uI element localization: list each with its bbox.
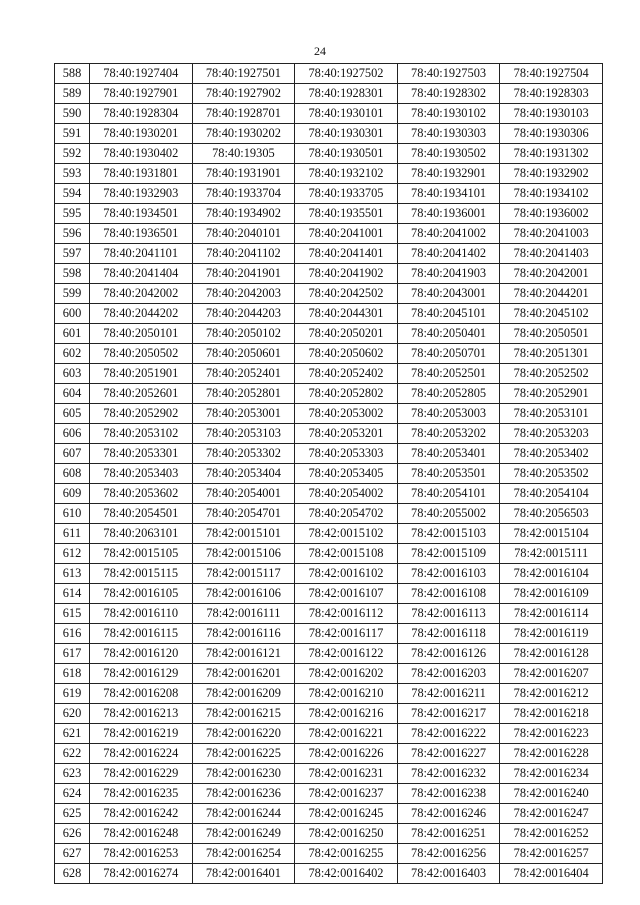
table-row	[55, 404, 603, 424]
row-number-cell: 609	[55, 484, 90, 504]
cadastral-number-cell: 78:42:0016207	[500, 664, 603, 684]
cadastral-number-cell: 78:40:2053103	[192, 424, 295, 444]
row-number-cell: 623	[55, 764, 90, 784]
cadastral-number-cell: 78:40:1935501	[295, 204, 398, 224]
cadastral-number-cell: 78:42:0016102	[295, 564, 398, 584]
cadastral-number-cell: 78:40:2052401	[192, 364, 295, 384]
table-row	[55, 844, 603, 864]
cadastral-number-cell: 78:42:0016237	[295, 784, 398, 804]
cadastral-number-cell: 78:40:1931302	[500, 144, 603, 164]
cadastral-number-cell: 78:42:0016235	[90, 784, 193, 804]
cadastral-number-cell: 78:40:2041102	[192, 244, 295, 264]
cadastral-number-cell: 78:40:1934101	[397, 184, 500, 204]
table-row	[55, 624, 603, 644]
row-number-cell: 596	[55, 224, 90, 244]
table-row	[55, 284, 603, 304]
cadastral-number-cell: 78:42:0015102	[295, 524, 398, 544]
cadastral-number-cell: 78:42:0015104	[500, 524, 603, 544]
cadastral-number-cell: 78:40:2045101	[397, 304, 500, 324]
cadastral-number-cell: 78:42:0016122	[295, 644, 398, 664]
page-number: 24	[314, 44, 326, 58]
cadastral-number-cell: 78:40:2054702	[295, 504, 398, 524]
cadastral-number-cell: 78:40:2052402	[295, 364, 398, 384]
cadastral-number-cell: 78:42:0016255	[295, 844, 398, 864]
cadastral-number-cell: 78:42:0016403	[397, 864, 500, 884]
cadastral-number-cell: 78:40:1930301	[295, 124, 398, 144]
cadastral-number-cell: 78:40:2044201	[500, 284, 603, 304]
cadastral-number-cell: 78:42:0016402	[295, 864, 398, 884]
cadastral-number-cell: 78:42:0016106	[192, 584, 295, 604]
row-number-cell: 617	[55, 644, 90, 664]
cadastral-number-cell: 78:42:0016246	[397, 804, 500, 824]
cadastral-number-cell: 78:40:2041404	[90, 264, 193, 284]
cadastral-number-cell: 78:42:0016129	[90, 664, 193, 684]
cadastral-number-cell: 78:40:1933704	[192, 184, 295, 204]
cadastral-number-cell: 78:40:1936002	[500, 204, 603, 224]
cadastral-number-cell: 78:40:2052902	[90, 404, 193, 424]
cadastral-number-cell: 78:40:2041401	[295, 244, 398, 264]
cadastral-number-cell: 78:42:0016274	[90, 864, 193, 884]
cadastral-number-cell: 78:40:1927502	[295, 64, 398, 84]
cadastral-number-cell: 78:40:1930101	[295, 104, 398, 124]
table-row	[55, 824, 603, 844]
cadastral-number-cell: 78:42:0016109	[500, 584, 603, 604]
cadastral-number-cell: 78:42:0015101	[192, 524, 295, 544]
cadastral-number-cell: 78:42:0016208	[90, 684, 193, 704]
row-number-cell: 600	[55, 304, 90, 324]
cadastral-number-cell: 78:40:2054104	[500, 484, 603, 504]
cadastral-number-cell: 78:42:0016401	[192, 864, 295, 884]
table-row	[55, 704, 603, 724]
cadastral-number-cell: 78:42:0016228	[500, 744, 603, 764]
cadastral-number-cell: 78:40:2053301	[90, 444, 193, 464]
row-number-cell: 606	[55, 424, 90, 444]
cadastral-number-cell: 78:40:2054001	[192, 484, 295, 504]
cadastral-number-cell: 78:40:2053602	[90, 484, 193, 504]
table-row	[55, 804, 603, 824]
cadastral-number-cell: 78:42:0016222	[397, 724, 500, 744]
cadastral-number-cell: 78:42:0016217	[397, 704, 500, 724]
cadastral-number-cell: 78:42:0015117	[192, 564, 295, 584]
cadastral-number-cell: 78:42:0016120	[90, 644, 193, 664]
cadastral-number-cell: 78:40:2041002	[397, 224, 500, 244]
cadastral-number-cell: 78:40:1932102	[295, 164, 398, 184]
row-number-cell: 608	[55, 464, 90, 484]
cadastral-number-cell: 78:40:2052805	[397, 384, 500, 404]
cadastral-number-cell: 78:40:2041003	[500, 224, 603, 244]
cadastral-number-cell: 78:40:2042002	[90, 284, 193, 304]
cadastral-number-cell: 78:42:0016126	[397, 644, 500, 664]
table-row	[55, 684, 603, 704]
row-number-cell: 613	[55, 564, 90, 584]
table-row	[55, 344, 603, 364]
cadastral-number-cell: 78:42:0016218	[500, 704, 603, 724]
cadastral-number-cell: 78:40:1927503	[397, 64, 500, 84]
table-row	[55, 464, 603, 484]
cadastral-number-cell: 78:40:1930402	[90, 144, 193, 164]
cadastral-number-cell: 78:40:2053403	[90, 464, 193, 484]
cadastral-number-cell: 78:42:0016240	[500, 784, 603, 804]
cadastral-number-cell: 78:40:2050602	[295, 344, 398, 364]
cadastral-number-cell: 78:40:1930202	[192, 124, 295, 144]
table-row	[55, 204, 603, 224]
cadastral-number-cell: 78:42:0016244	[192, 804, 295, 824]
table-row	[55, 444, 603, 464]
cadastral-number-cell: 78:40:2053402	[500, 444, 603, 464]
cadastral-number-cell: 78:42:0015106	[192, 544, 295, 564]
cadastral-number-cell: 78:42:0016107	[295, 584, 398, 604]
cadastral-number-cell: 78:42:0016238	[397, 784, 500, 804]
cadastral-number-cell: 78:40:2043001	[397, 284, 500, 304]
cadastral-number-cell: 78:40:1930103	[500, 104, 603, 124]
cadastral-numbers-table	[54, 63, 603, 884]
cadastral-number-cell: 78:42:0016111	[192, 604, 295, 624]
cadastral-number-cell: 78:40:1928301	[295, 84, 398, 104]
cadastral-number-cell: 78:40:2053404	[192, 464, 295, 484]
cadastral-number-cell: 78:42:0016115	[90, 624, 193, 644]
cadastral-number-cell: 78:40:19305	[192, 144, 295, 164]
cadastral-number-cell: 78:40:1930102	[397, 104, 500, 124]
cadastral-number-cell: 78:40:1931801	[90, 164, 193, 184]
table-row	[55, 264, 603, 284]
cadastral-number-cell: 78:42:0016253	[90, 844, 193, 864]
cadastral-number-cell: 78:40:1928701	[192, 104, 295, 124]
cadastral-number-cell: 78:40:2052601	[90, 384, 193, 404]
cadastral-number-cell: 78:40:1930303	[397, 124, 500, 144]
cadastral-number-cell: 78:42:0016211	[397, 684, 500, 704]
cadastral-number-cell: 78:40:2053102	[90, 424, 193, 444]
cadastral-number-cell: 78:40:2040101	[192, 224, 295, 244]
cadastral-number-cell: 78:40:1928304	[90, 104, 193, 124]
cadastral-number-cell: 78:40:2052802	[295, 384, 398, 404]
table-row	[55, 484, 603, 504]
table-row	[55, 364, 603, 384]
cadastral-number-cell: 78:40:2052501	[397, 364, 500, 384]
cadastral-number-cell: 78:40:2053303	[295, 444, 398, 464]
cadastral-number-cell: 78:42:0016112	[295, 604, 398, 624]
cadastral-number-cell: 78:42:0016219	[90, 724, 193, 744]
cadastral-number-cell: 78:42:0016224	[90, 744, 193, 764]
table-row	[55, 664, 603, 684]
cadastral-number-cell: 78:42:0016103	[397, 564, 500, 584]
cadastral-number-cell: 78:40:1932903	[90, 184, 193, 204]
cadastral-number-cell: 78:42:0016203	[397, 664, 500, 684]
cadastral-number-cell: 78:42:0016249	[192, 824, 295, 844]
cadastral-number-cell: 78:40:1930501	[295, 144, 398, 164]
cadastral-number-cell: 78:40:2053203	[500, 424, 603, 444]
cadastral-number-cell: 78:40:1927901	[90, 84, 193, 104]
row-number-cell: 616	[55, 624, 90, 644]
row-number-cell: 625	[55, 804, 90, 824]
cadastral-number-cell: 78:40:2044301	[295, 304, 398, 324]
table-row	[55, 84, 603, 104]
row-number-cell: 621	[55, 724, 90, 744]
cadastral-number-cell: 78:40:2053101	[500, 404, 603, 424]
cadastral-number-cell: 78:40:2054701	[192, 504, 295, 524]
cadastral-number-cell: 78:40:2042502	[295, 284, 398, 304]
table-row	[55, 544, 603, 564]
row-number-cell: 594	[55, 184, 90, 204]
row-number-cell: 588	[55, 64, 90, 84]
cadastral-number-cell: 78:40:2053001	[192, 404, 295, 424]
cadastral-number-cell: 78:42:0016236	[192, 784, 295, 804]
cadastral-number-cell: 78:42:0016242	[90, 804, 193, 824]
cadastral-number-cell: 78:42:0016229	[90, 764, 193, 784]
cadastral-number-cell: 78:40:2053401	[397, 444, 500, 464]
row-number-cell: 598	[55, 264, 90, 284]
cadastral-number-cell: 78:42:0016247	[500, 804, 603, 824]
cadastral-number-cell: 78:42:0016221	[295, 724, 398, 744]
cadastral-number-cell: 78:42:0016254	[192, 844, 295, 864]
cadastral-number-cell: 78:42:0016119	[500, 624, 603, 644]
row-number-cell: 602	[55, 344, 90, 364]
row-number-cell: 595	[55, 204, 90, 224]
cadastral-number-cell: 78:40:2053501	[397, 464, 500, 484]
cadastral-number-cell: 78:42:0016223	[500, 724, 603, 744]
cadastral-number-cell: 78:40:1934501	[90, 204, 193, 224]
row-number-cell: 615	[55, 604, 90, 624]
row-number-cell: 591	[55, 124, 90, 144]
cadastral-number-cell: 78:40:2050501	[500, 324, 603, 344]
cadastral-number-cell: 78:42:0016220	[192, 724, 295, 744]
cadastral-number-cell: 78:40:2045102	[500, 304, 603, 324]
table-row	[55, 424, 603, 444]
cadastral-number-cell: 78:42:0016113	[397, 604, 500, 624]
row-number-cell: 627	[55, 844, 90, 864]
cadastral-number-cell: 78:40:2054101	[397, 484, 500, 504]
row-number-cell: 590	[55, 104, 90, 124]
table-row	[55, 64, 603, 84]
cadastral-number-cell: 78:40:2052901	[500, 384, 603, 404]
cadastral-number-cell: 78:40:1928303	[500, 84, 603, 104]
table-row	[55, 124, 603, 144]
cadastral-number-cell: 78:42:0016104	[500, 564, 603, 584]
row-number-cell: 589	[55, 84, 90, 104]
cadastral-number-cell: 78:42:0015115	[90, 564, 193, 584]
cadastral-number-cell: 78:40:1927902	[192, 84, 295, 104]
table-body	[55, 64, 603, 884]
cadastral-number-cell: 78:40:2063101	[90, 524, 193, 544]
cadastral-number-cell: 78:40:2042003	[192, 284, 295, 304]
table-row	[55, 564, 603, 584]
table-row	[55, 644, 603, 664]
row-number-cell: 605	[55, 404, 90, 424]
cadastral-number-cell: 78:42:0016257	[500, 844, 603, 864]
cadastral-number-cell: 78:42:0016213	[90, 704, 193, 724]
cadastral-number-cell: 78:42:0016216	[295, 704, 398, 724]
cadastral-number-cell: 78:40:1930306	[500, 124, 603, 144]
cadastral-number-cell: 78:42:0015109	[397, 544, 500, 564]
cadastral-number-cell: 78:42:0016252	[500, 824, 603, 844]
table-row	[55, 324, 603, 344]
cadastral-number-cell: 78:40:1934102	[500, 184, 603, 204]
cadastral-number-cell: 78:42:0016245	[295, 804, 398, 824]
cadastral-number-cell: 78:42:0016117	[295, 624, 398, 644]
cadastral-number-cell: 78:40:2051901	[90, 364, 193, 384]
cadastral-number-cell: 78:42:0015111	[500, 544, 603, 564]
cadastral-number-cell: 78:42:0016250	[295, 824, 398, 844]
cadastral-number-cell: 78:40:2041001	[295, 224, 398, 244]
table-row	[55, 764, 603, 784]
cadastral-number-cell: 78:42:0016105	[90, 584, 193, 604]
cadastral-number-cell: 78:40:2051301	[500, 344, 603, 364]
table-row	[55, 184, 603, 204]
cadastral-number-cell: 78:40:2041902	[295, 264, 398, 284]
cadastral-number-cell: 78:42:0016227	[397, 744, 500, 764]
cadastral-number-cell: 78:40:2054002	[295, 484, 398, 504]
row-number-cell: 604	[55, 384, 90, 404]
cadastral-number-cell: 78:40:2041101	[90, 244, 193, 264]
cadastral-number-cell: 78:40:2050102	[192, 324, 295, 344]
cadastral-number-cell: 78:40:1934902	[192, 204, 295, 224]
row-number-cell: 593	[55, 164, 90, 184]
table-row	[55, 224, 603, 244]
cadastral-number-cell: 78:42:0016118	[397, 624, 500, 644]
table-row	[55, 144, 603, 164]
cadastral-number-cell: 78:40:1933705	[295, 184, 398, 204]
cadastral-number-cell: 78:40:1927504	[500, 64, 603, 84]
cadastral-number-cell: 78:42:0016248	[90, 824, 193, 844]
cadastral-number-cell: 78:42:0016225	[192, 744, 295, 764]
cadastral-number-cell: 78:42:0016201	[192, 664, 295, 684]
row-number-cell: 614	[55, 584, 90, 604]
cadastral-number-cell: 78:40:1932901	[397, 164, 500, 184]
cadastral-number-cell: 78:42:0016230	[192, 764, 295, 784]
row-number-cell: 628	[55, 864, 90, 884]
cadastral-number-cell: 78:40:2056503	[500, 504, 603, 524]
table-row	[55, 784, 603, 804]
cadastral-number-cell: 78:40:2050201	[295, 324, 398, 344]
cadastral-number-cell: 78:40:2053405	[295, 464, 398, 484]
cadastral-number-cell: 78:42:0016226	[295, 744, 398, 764]
cadastral-number-cell: 78:42:0016215	[192, 704, 295, 724]
cadastral-number-cell: 78:40:2050601	[192, 344, 295, 364]
cadastral-number-cell: 78:42:0015105	[90, 544, 193, 564]
cadastral-number-cell: 78:40:2050401	[397, 324, 500, 344]
table-row	[55, 864, 603, 884]
table-row	[55, 384, 603, 404]
table-row	[55, 604, 603, 624]
cadastral-number-cell: 78:42:0016231	[295, 764, 398, 784]
row-number-cell: 597	[55, 244, 90, 264]
table-row	[55, 504, 603, 524]
row-number-cell: 611	[55, 524, 90, 544]
cadastral-number-cell: 78:40:2050701	[397, 344, 500, 364]
row-number-cell: 603	[55, 364, 90, 384]
row-number-cell: 620	[55, 704, 90, 724]
cadastral-number-cell: 78:42:0016209	[192, 684, 295, 704]
table-row	[55, 304, 603, 324]
cadastral-number-cell: 78:40:2052801	[192, 384, 295, 404]
cadastral-number-cell: 78:42:0016251	[397, 824, 500, 844]
cadastral-number-cell: 78:40:2044202	[90, 304, 193, 324]
cadastral-number-cell: 78:40:2041402	[397, 244, 500, 264]
cadastral-number-cell: 78:40:1932902	[500, 164, 603, 184]
cadastral-number-cell: 78:42:0015108	[295, 544, 398, 564]
cadastral-number-cell: 78:42:0015103	[397, 524, 500, 544]
cadastral-number-cell: 78:40:2054501	[90, 504, 193, 524]
row-number-cell: 624	[55, 784, 90, 804]
cadastral-number-cell: 78:40:2041403	[500, 244, 603, 264]
table-row	[55, 724, 603, 744]
cadastral-number-cell: 78:42:0016108	[397, 584, 500, 604]
cadastral-number-cell: 78:40:2050502	[90, 344, 193, 364]
cadastral-number-cell: 78:40:2053002	[295, 404, 398, 424]
table-row	[55, 244, 603, 264]
cadastral-number-cell: 78:40:2050101	[90, 324, 193, 344]
cadastral-number-cell: 78:40:1927501	[192, 64, 295, 84]
table-row	[55, 584, 603, 604]
cadastral-number-cell: 78:42:0016234	[500, 764, 603, 784]
row-number-cell: 619	[55, 684, 90, 704]
table-row	[55, 744, 603, 764]
cadastral-number-cell: 78:42:0016128	[500, 644, 603, 664]
cadastral-number-cell: 78:42:0016210	[295, 684, 398, 704]
row-number-cell: 626	[55, 824, 90, 844]
cadastral-number-cell: 78:40:2052502	[500, 364, 603, 384]
row-number-cell: 601	[55, 324, 90, 344]
cadastral-number-cell: 78:40:2053201	[295, 424, 398, 444]
cadastral-number-cell: 78:40:2053502	[500, 464, 603, 484]
cadastral-number-cell: 78:42:0016256	[397, 844, 500, 864]
row-number-cell: 607	[55, 444, 90, 464]
cadastral-number-cell: 78:40:2055002	[397, 504, 500, 524]
cadastral-number-cell: 78:40:2041901	[192, 264, 295, 284]
table-row	[55, 104, 603, 124]
cadastral-number-cell: 78:42:0016202	[295, 664, 398, 684]
cadastral-number-cell: 78:40:2053003	[397, 404, 500, 424]
cadastral-number-cell: 78:42:0016110	[90, 604, 193, 624]
cadastral-number-cell: 78:40:2053302	[192, 444, 295, 464]
cadastral-number-cell: 78:42:0016116	[192, 624, 295, 644]
cadastral-number-cell: 78:40:1936501	[90, 224, 193, 244]
cadastral-number-cell: 78:40:1930502	[397, 144, 500, 164]
cadastral-number-cell: 78:40:2053202	[397, 424, 500, 444]
cadastral-number-cell: 78:40:1936001	[397, 204, 500, 224]
cadastral-number-cell: 78:40:1928302	[397, 84, 500, 104]
cadastral-number-cell: 78:40:2042001	[500, 264, 603, 284]
cadastral-number-cell: 78:42:0016404	[500, 864, 603, 884]
cadastral-number-cell: 78:40:2044203	[192, 304, 295, 324]
cadastral-number-cell: 78:40:1927404	[90, 64, 193, 84]
cadastral-number-cell: 78:42:0016121	[192, 644, 295, 664]
cadastral-number-cell: 78:42:0016114	[500, 604, 603, 624]
cadastral-number-cell: 78:40:2041903	[397, 264, 500, 284]
table-row	[55, 164, 603, 184]
cadastral-number-cell: 78:40:1931901	[192, 164, 295, 184]
row-number-cell: 618	[55, 664, 90, 684]
table-row	[55, 524, 603, 544]
cadastral-number-cell: 78:42:0016232	[397, 764, 500, 784]
cadastral-number-cell: 78:42:0016212	[500, 684, 603, 704]
row-number-cell: 612	[55, 544, 90, 564]
row-number-cell: 592	[55, 144, 90, 164]
cadastral-number-cell: 78:40:1930201	[90, 124, 193, 144]
row-number-cell: 622	[55, 744, 90, 764]
row-number-cell: 599	[55, 284, 90, 304]
row-number-cell: 610	[55, 504, 90, 524]
